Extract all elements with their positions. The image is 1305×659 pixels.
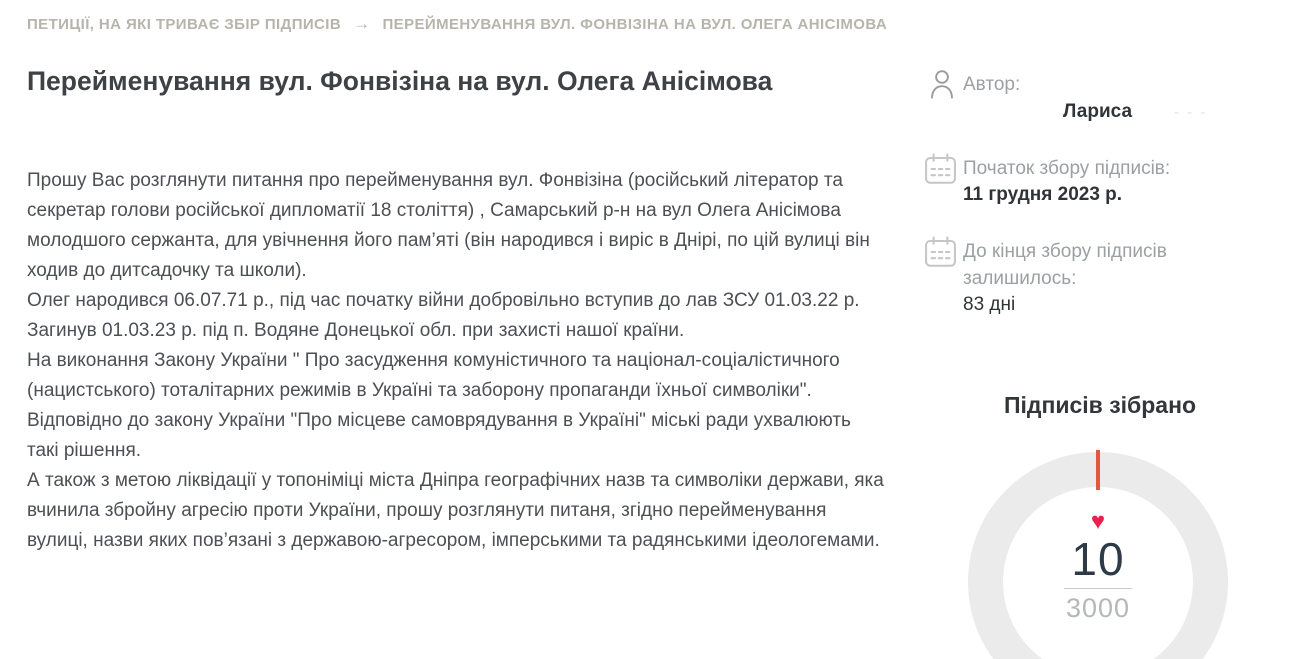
gauge-divider [1064, 588, 1132, 589]
heart-icon: ♥ [1090, 508, 1106, 535]
person-icon [926, 66, 958, 100]
breadcrumb-link-petitions[interactable]: ПЕТИЦІЇ, НА ЯКІ ТРИВАЄ ЗБІР ПІДПИСІВ [27, 16, 342, 33]
start-date-value: 11 грудня 2023 р. [963, 184, 1123, 205]
calendar-icon [924, 236, 957, 268]
petition-paragraph: Загинув 01.03.23 р. під п. Водяне Донецької обл. при захисті нашої країни. [27, 320, 685, 341]
page-title: Перейменування вул. Фонвізіна на вул. Олега Анісімова [27, 66, 773, 96]
petition-paragraph: А також з метою ліквідації у топоніміці міста Дніпра географічних назв та символіки держави, яка вчинила збройну агресію проти України, прошу розглянути питаня, згідно перейменування вулиці, назви яких пов’язані з державою-агресором, імперськими та радянськими ідеологемами. [27, 470, 884, 551]
author-surname-redacted: - - - [1174, 104, 1208, 121]
gauge-center [1003, 487, 1193, 659]
petition-paragraph: Прошу Вас розглянути питання про перейменування вул. Фонвізіна (російський літератор та секретар голови російської дипломатії 18 століття) , Самарський р-н на вул Олега Анісімова молодшого сержанта, для увічнення його пам’яті (він народився і виріс в Днірі, по цій вулиці він ходив до дитсадочку та школи). [27, 170, 870, 281]
calendar-icon [924, 153, 957, 185]
petition-text [27, 166, 885, 556]
gauge-progress-tick [1096, 450, 1100, 490]
author-value [1063, 101, 1207, 123]
breadcrumb-current-page: ПЕРЕЙМЕНУВАННЯ ВУЛ. ФОНВІЗІНА НА ВУЛ. ОЛЕГА АНІСІМОВА [382, 16, 888, 33]
signatures-gauge [968, 452, 1228, 659]
breadcrumb [27, 14, 887, 34]
signatures-collected-title: Підписів зібрано [1003, 392, 1197, 418]
signatures-count: 10 [1071, 533, 1125, 585]
signatures-goal: 3000 [1065, 593, 1131, 623]
remaining-label: До кінця збору підписів залишилось: [963, 241, 1167, 289]
start-date-label: Початок збору підписів: [963, 158, 1171, 179]
petition-paragraph: На виконання Закону України " Про засудження комуністичного та націонал-соціалістичного (нацистського) тоталітарних режимів в Україні та заборону пропаганди їхньої символіки". Відповідно до закону України "Про місцеве самоврядування в Україні" міські ради ухвалюють такі рішення. [27, 350, 851, 461]
author-name: Лариса [1063, 101, 1133, 122]
remaining-value: 83 дні [963, 294, 1016, 315]
petition-paragraph: Олег народився 06.07.71 р., під час початку війни добровільно вступив до лав ЗСУ 01.03.22 р. [27, 290, 860, 311]
author-label: Автор: [963, 74, 1021, 95]
breadcrumb-arrow-icon: → [353, 14, 371, 33]
